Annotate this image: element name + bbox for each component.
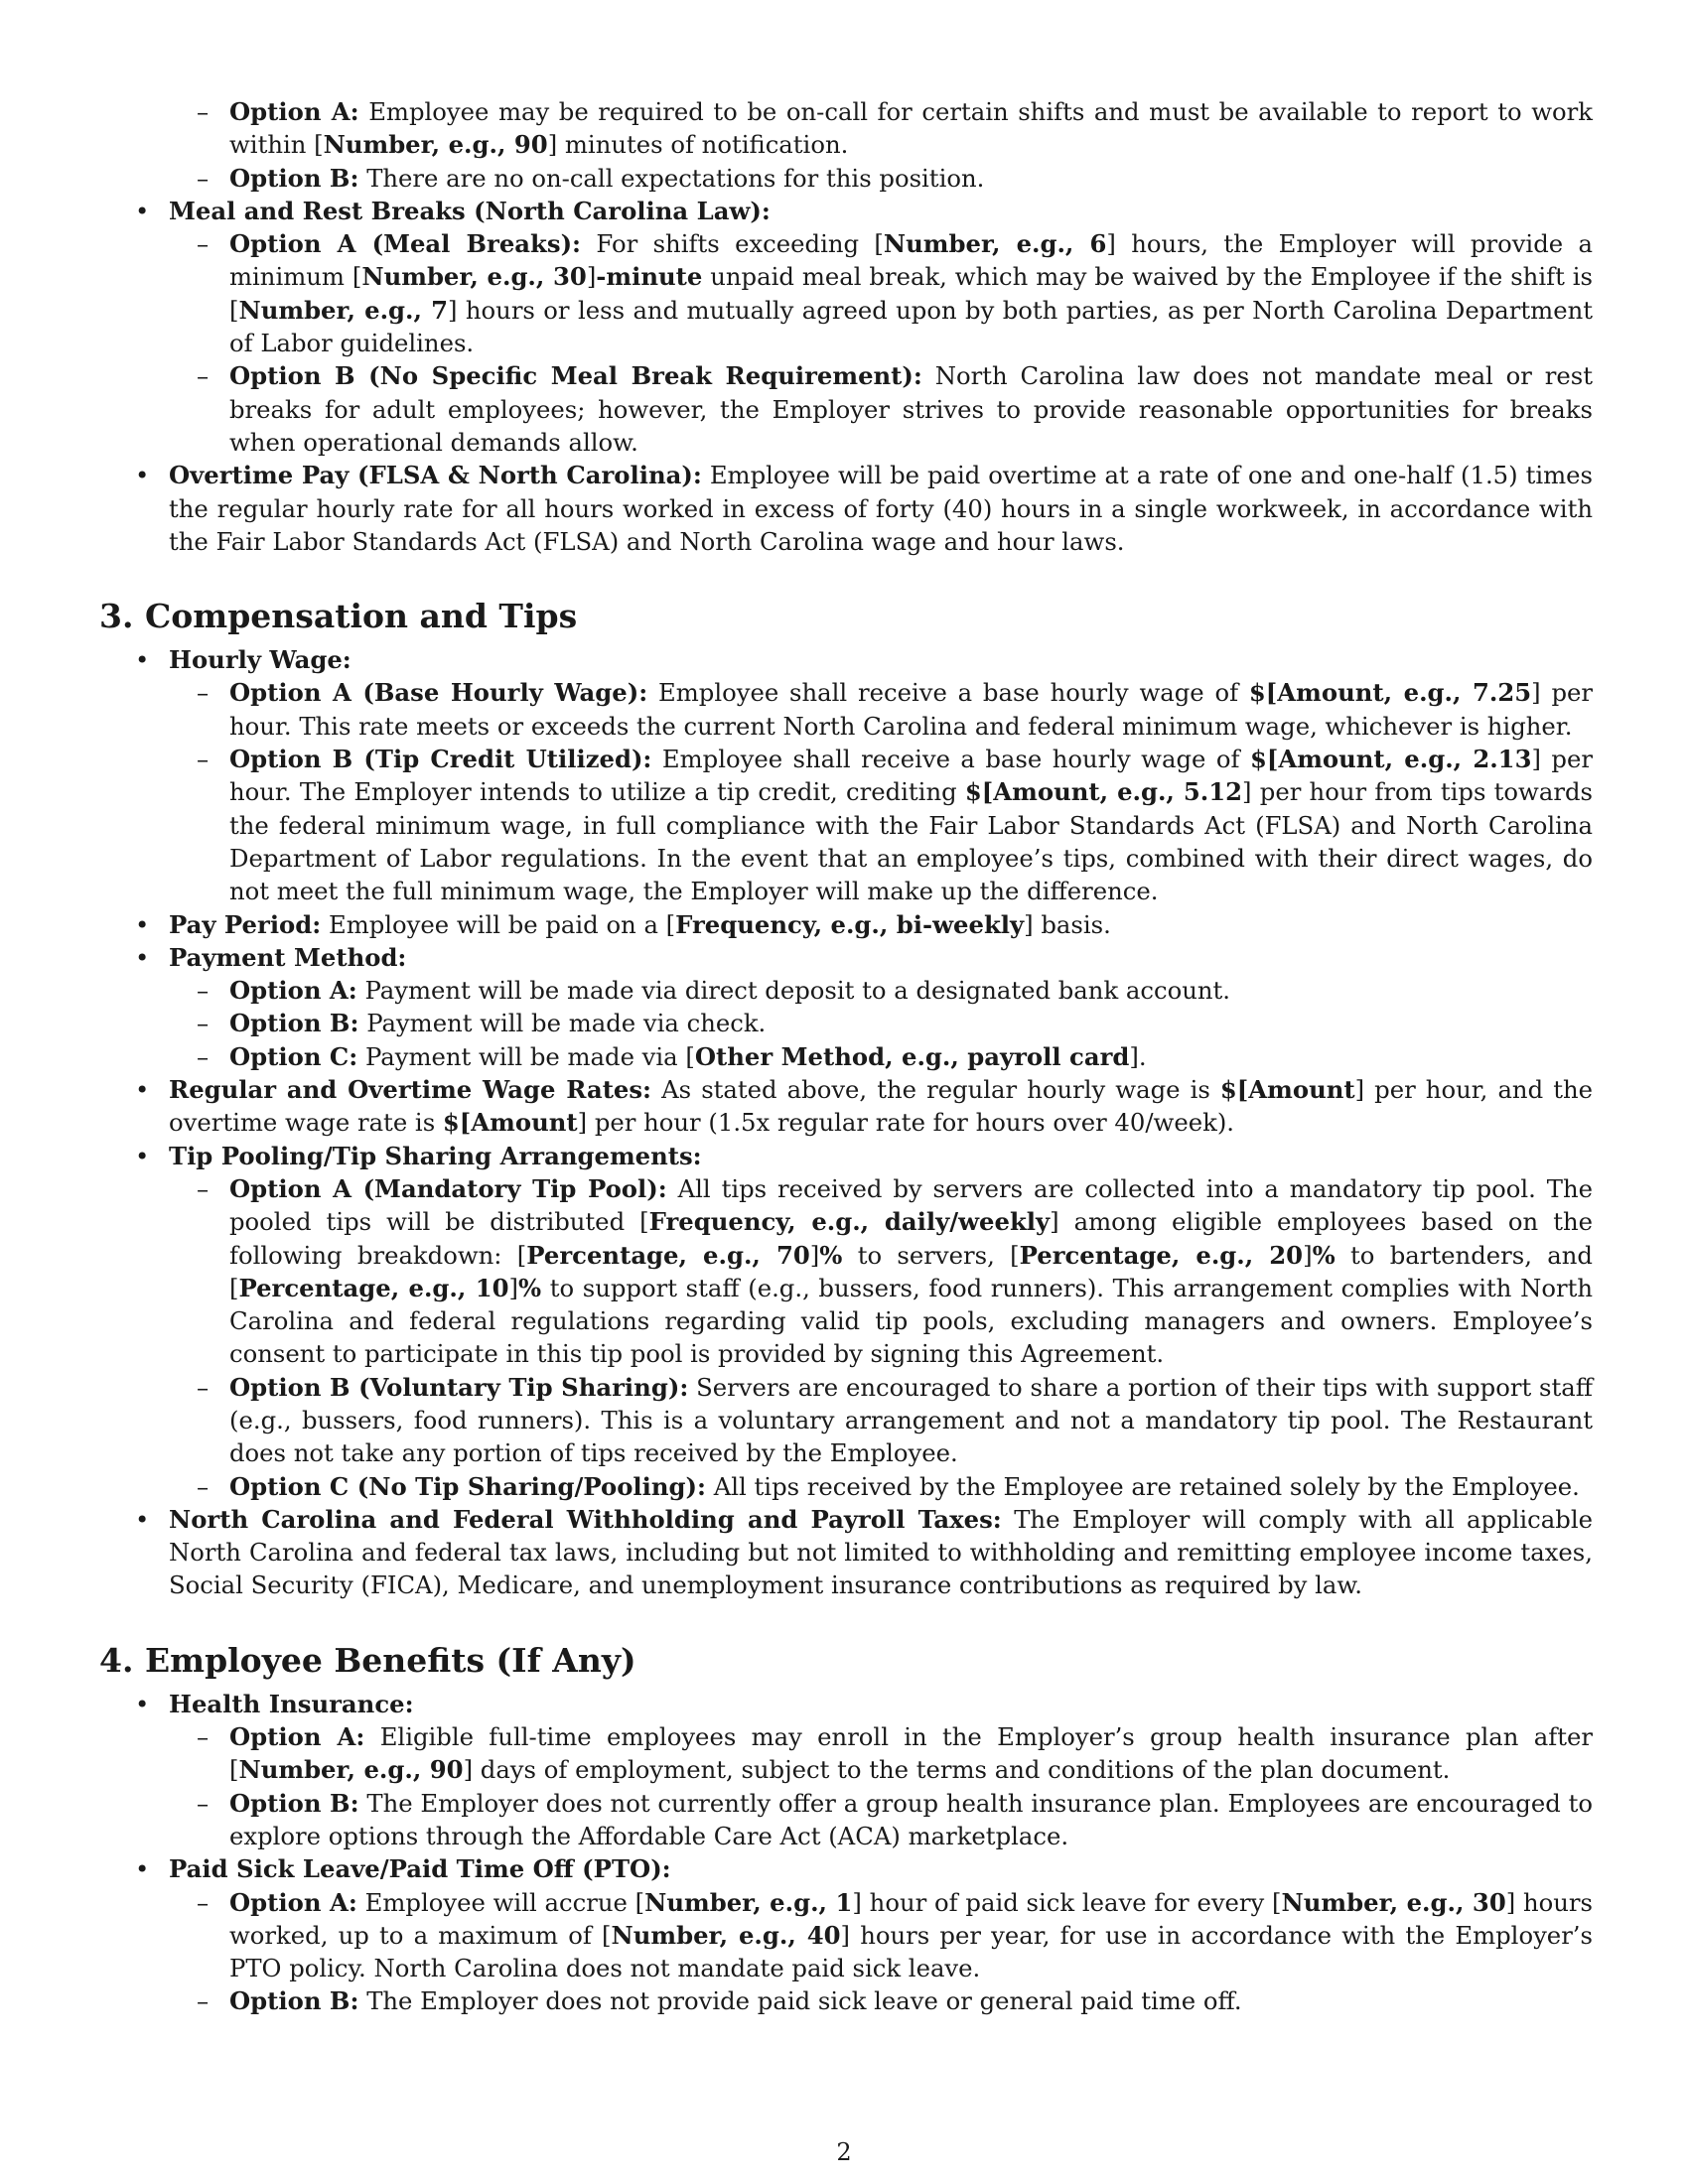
page-content bbox=[99, 95, 1593, 2018]
section-3-list bbox=[99, 643, 1593, 1602]
wage-rates-item: • Regular and Overtime Wage Rates: As stated above, the regular hourly wage is $[Amount] per hour, and the overtime wage rate is $[Amount] per hour (1.5x regular rate for hours over 40/week). bbox=[135, 1075, 1593, 1138]
meal-breaks-item: • Meal and Rest Breaks (North Carolina Law): bbox=[135, 196, 771, 225]
meal-option-b: – Option B (No Specific Meal Break Requirement): North Carolina law does not mandate meal or rest breaks for adult employees; however, the Employer strives to provide reasonable opportunities for breaks when operational demands allow. bbox=[197, 361, 1593, 457]
health-option-b: – Option B: The Employer does not currently offer a group health insurance plan. Employees are encouraged to explore options through the Affordable Care Act (ACA) marketplace. bbox=[197, 1788, 1593, 1850]
payment-option-b: – Option B: Payment will be made via check. bbox=[197, 1009, 767, 1038]
tip-option-a: – Option A (Mandatory Tip Pool): All tips received by servers are collected into a mandatory tip pool. The pooled tips will be distributed [Frequency, e.g., daily/weekly] among eligible employees based on the following breakdown: [Percentage, e.g., 70]% to servers, [Percentage, e.g., 20]% to bartenders, and [Percentage, e.g., 10]% to support staff (e.g., bussers, food runners). This arrangement complies with North Carolina and federal regulations regarding valid tip pools, excluding managers and owners. Employee’s consent to participate in this tip pool is provided by signing this Agreement. bbox=[197, 1173, 1593, 1369]
health-insurance-item: • Health Insurance: bbox=[135, 1689, 414, 1718]
oncall-option-b: – Option B: There are no on-call expectations for this position. bbox=[197, 163, 985, 193]
overtime-pay-item: • Overtime Pay (FLSA & North Carolina): Employee will be paid overtime at a rate of one and one-half (1.5) times the regular hourly rate for all hours worked in excess of forty (40) hours in a single workweek, in accordance with the Fair Labor Standards Act (FLSA) and North Carolina wage and hour laws. bbox=[135, 461, 1593, 556]
page-number: 2 bbox=[836, 2138, 852, 2166]
section-3-heading: 3. Compensation and Tips bbox=[99, 597, 578, 636]
pto-option-b: – Option B: The Employer does not provide paid sick leave or general paid time off. bbox=[197, 1986, 1242, 2016]
hourly-wage-item: • Hourly Wage: bbox=[135, 645, 352, 675]
meal-option-a: – Option A (Meal Breaks): For shifts exceeding [Number, e.g., 6] hours, the Employer will provide a minimum [Number, e.g., 30]-minute unpaid meal break, which may be waived by the Employee if the shift is [Number, e.g., 7] hours or less and mutually agreed upon by both parties, as per North Carolina Department of Labor guidelines. bbox=[197, 229, 1594, 358]
section-4-list bbox=[99, 1688, 1593, 2018]
tip-pooling-item: • Tip Pooling/Tip Sharing Arrangements: bbox=[135, 1141, 702, 1170]
payment-option-c: – Option C: Payment will be made via [Other Method, e.g., payroll card]. bbox=[197, 1041, 1147, 1071]
pto-item: • Paid Sick Leave/Paid Time Off (PTO): bbox=[135, 1854, 671, 1884]
health-option-a: – Option A: Eligible full-time employees may enroll in the Employer’s group health insurance plan after [Number, e.g., 90] days of employment, subject to the terms and conditions of the plan document. bbox=[197, 1722, 1593, 1785]
tip-option-c: – Option C (No Tip Sharing/Pooling): All tips received by the Employee are retained solely by the Employee. bbox=[197, 1471, 1580, 1501]
payment-method-item: • Payment Method: bbox=[135, 942, 407, 972]
payroll-taxes-item: • North Carolina and Federal Withholding and Payroll Taxes: The Employer will comply with all applicable North Carolina and federal tax laws, including but not limited to withholding and remitting employee income taxes, Social Security (FICA), Medicare, and unemployment insurance contributions as required by law. bbox=[135, 1504, 1593, 1600]
section-4-heading: 4. Employee Benefits (If Any) bbox=[99, 1640, 636, 1680]
section-2-list bbox=[99, 195, 1593, 558]
hourly-option-b: – Option B (Tip Credit Utilized): Employee shall receive a base hourly wage of $[Amount, e.g., 2.13] per hour. The Employer intends to utilize a tip credit, crediting $[Amount, e.g., 5.12] per hour from tips towards the federal minimum wage, in full compliance with the Fair Labor Standards Act (FLSA) and North Carolina Department of Labor regulations. In the event that an employee’s tips, combined with their direct wages, do not meet the full minimum wage, the Employer will make up the difference. bbox=[197, 745, 1593, 906]
pay-period-item: • Pay Period: Employee will be paid on a [Frequency, e.g., bi-weekly] basis. bbox=[135, 909, 1111, 939]
oncall-option-a: – Option A: Employee may be required to be on-call for certain shifts and must be available to report to work within [Number, e.g., 90] minutes of notification. bbox=[197, 97, 1593, 160]
hourly-option-a: – Option A (Base Hourly Wage): Employee shall receive a base hourly wage of $[Amount, e.g., 7.25] per hour. This rate meets or exceeds the current North Carolina and federal minimum wage, whichever is higher. bbox=[197, 678, 1593, 741]
pto-option-a: – Option A: Employee will accrue [Number, e.g., 1] hour of paid sick leave for every [Number, e.g., 30] hours worked, up to a maximum of [Number, e.g., 40] hours per year, for use in accordance with the Employer’s PTO policy. North Carolina does not mandate paid sick leave. bbox=[197, 1887, 1594, 1983]
payment-option-a: – Option A: Payment will be made via direct deposit to a designated bank account. bbox=[197, 976, 1230, 1006]
oncall-options bbox=[99, 95, 1593, 195]
tip-option-b: – Option B (Voluntary Tip Sharing): Servers are encouraged to share a portion of their tips with support staff (e.g., bussers, food runners). This is a voluntary arrangement and not a mandatory tip pool. The Restaurant does not take any portion of tips received by the Employee. bbox=[197, 1372, 1593, 1468]
